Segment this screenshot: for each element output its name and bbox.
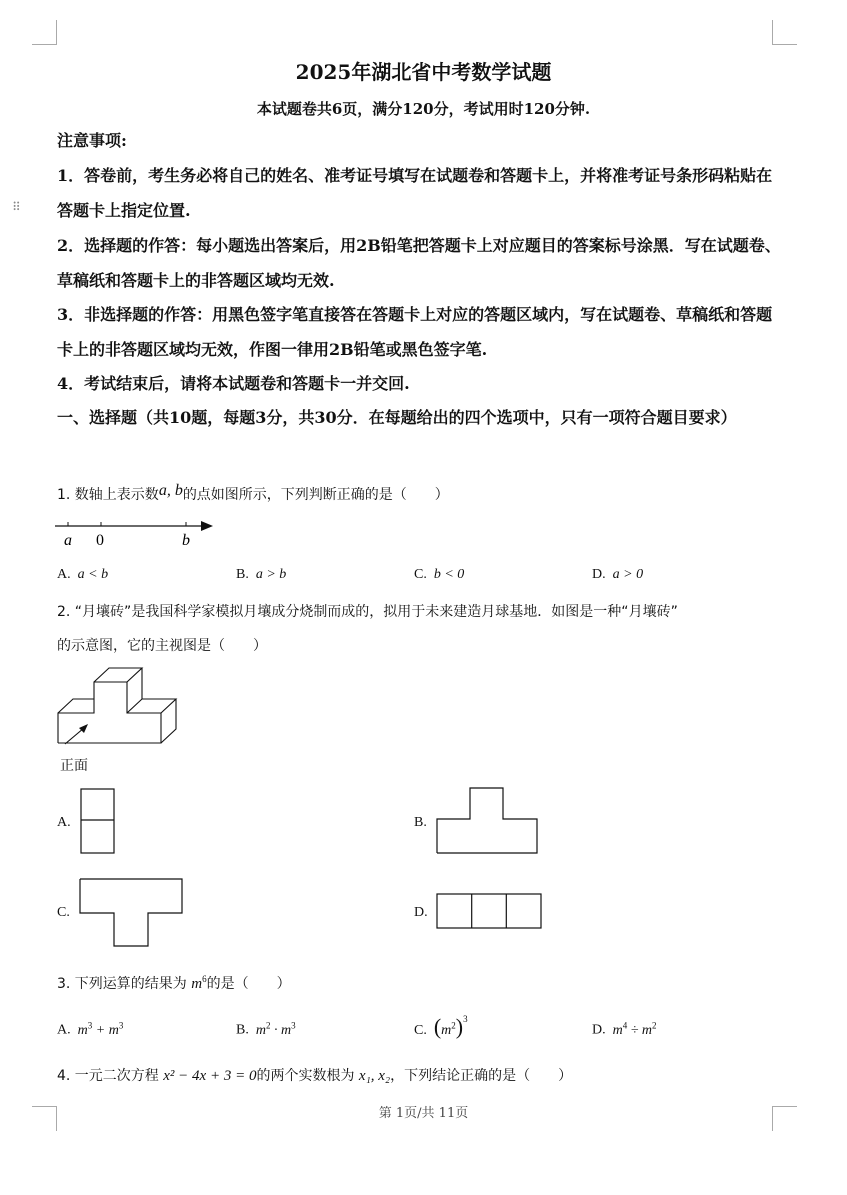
option-label: D. <box>592 1022 606 1038</box>
q4-roots: x₁, x₂ <box>358 1068 391 1084</box>
question-4-stem <box>57 1065 572 1085</box>
q4-equation: x² − 4x + 3 = 0 <box>163 1068 257 1084</box>
q1-option-b[interactable] <box>236 567 286 583</box>
q1-option-d[interactable] <box>592 567 643 583</box>
question-2-line-1: 2. “月壤砖”是我国科学家模拟月壤成分烧制而成的，拟用于未来建造月球基地．如图是一种“月壤砖” <box>57 604 678 620</box>
corner-mark-top-right <box>772 20 797 45</box>
option-label: A. <box>57 567 71 582</box>
option-label: C. <box>414 1023 427 1038</box>
option-expression: $m^2 \cdot m^3$ <box>255 1020 296 1038</box>
q2-option-c-label[interactable]: C. <box>57 905 70 920</box>
notice-item-4: 4．考试结束后，请将本试题卷和答题卡一并交回. <box>57 374 410 393</box>
option-text: a > b <box>255 567 287 582</box>
question-3-stem-post: 的是（ ） <box>206 976 291 992</box>
option-expression: $m^4 \div m^2$ <box>612 1020 657 1038</box>
corner-mark-top-left <box>32 20 57 45</box>
option-expression: $(m^2)^3$ <box>433 1014 468 1039</box>
question-1-stem-post: 的点如图所示，下列判断正确的是（ ） <box>182 487 449 503</box>
drag-handle-icon[interactable]: ⠿ <box>12 200 20 214</box>
q3-option-d[interactable] <box>592 1020 657 1039</box>
option-label: C. <box>414 567 427 582</box>
axis-label-b: b <box>182 532 190 549</box>
q1-option-a[interactable] <box>57 567 108 583</box>
option-text: a > 0 <box>612 567 644 582</box>
question-4-stem-mid: 的两个实数根为 <box>256 1068 355 1084</box>
q2-option-b-label[interactable]: B. <box>414 815 427 830</box>
option-label: D. <box>592 567 606 582</box>
front-view-label: 正面 <box>60 758 88 774</box>
q1-option-c[interactable] <box>414 567 464 583</box>
question-1-stem <box>57 484 449 504</box>
page-footer: 第 1页/共 11页 <box>378 1106 469 1121</box>
option-text: b < 0 <box>433 567 465 582</box>
question-4-stem-pre: 4. 一元二次方程 <box>57 1068 159 1084</box>
q2-option-a-figure[interactable] <box>80 788 116 856</box>
section-heading: 一、选择题（共10题，每题3分，共30分．在每题给出的四个选项中，只有一项符合题目要求） <box>57 408 737 427</box>
q2-option-c-figure[interactable] <box>79 878 185 948</box>
option-expression: $m^3 + m^3$ <box>77 1020 124 1038</box>
notice-item-1: 1．答卷前，考生务必将自己的姓名、准考证号填写在试题卷和答题卡上，并将准考证号条形码粘贴在答题卡上指定位置. <box>57 166 773 220</box>
axis-label-zero: 0 <box>96 532 104 549</box>
q2-option-b-figure[interactable] <box>436 787 540 855</box>
question-3-stem-pre: 3. 下列运算的结果为 <box>57 976 187 992</box>
notice-heading: 注意事项: <box>57 131 127 150</box>
notice-item-3: 3．非选择题的作答：用黑色签字笔直接答在答题卡上对应的答题区域内，写在试题卷、草稿纸和答题卡上的非答题区域均无效，作图一律用2B铅笔或黑色签字笔. <box>57 305 773 359</box>
page-subtitle: 本试题卷共6页，满分120分，考试用时120分钟. <box>256 100 591 118</box>
question-4-stem-post: ，下列结论正确的是（ ） <box>390 1068 573 1084</box>
question-3-stem <box>57 973 291 993</box>
axis-label-a: a <box>64 532 72 549</box>
question-1-stem-pre: 1. 数轴上表示数 <box>57 487 159 503</box>
q3-option-b[interactable] <box>236 1020 296 1039</box>
page-title: 2025年湖北省中考数学试题 <box>295 60 552 84</box>
option-label: B. <box>236 1022 249 1038</box>
option-text: a < b <box>77 567 109 582</box>
option-label: A. <box>57 1022 71 1038</box>
question-1-vars: a, b <box>158 482 183 499</box>
notice-item-2: 2．选择题的作答：每小题选出答案后，用2B铅笔把答题卡上对应题目的答案标号涂黑．写在试题卷、草稿纸和答题卡上的非答题区域均无效. <box>57 236 781 290</box>
number-line-figure <box>55 515 225 551</box>
q2-option-a-label[interactable]: A. <box>57 815 71 830</box>
q3-option-a[interactable] <box>57 1020 123 1039</box>
q2-option-d-figure[interactable] <box>436 893 544 931</box>
option-label: B. <box>236 567 249 582</box>
q3-option-c[interactable] <box>414 1014 468 1040</box>
q3-target-expression: $m^6$ <box>191 974 207 992</box>
question-2-line-2: 的示意图，它的主视图是（ ） <box>57 638 267 654</box>
q2-option-d-label[interactable]: D. <box>414 905 428 920</box>
moon-brick-3d-figure <box>55 664 185 748</box>
